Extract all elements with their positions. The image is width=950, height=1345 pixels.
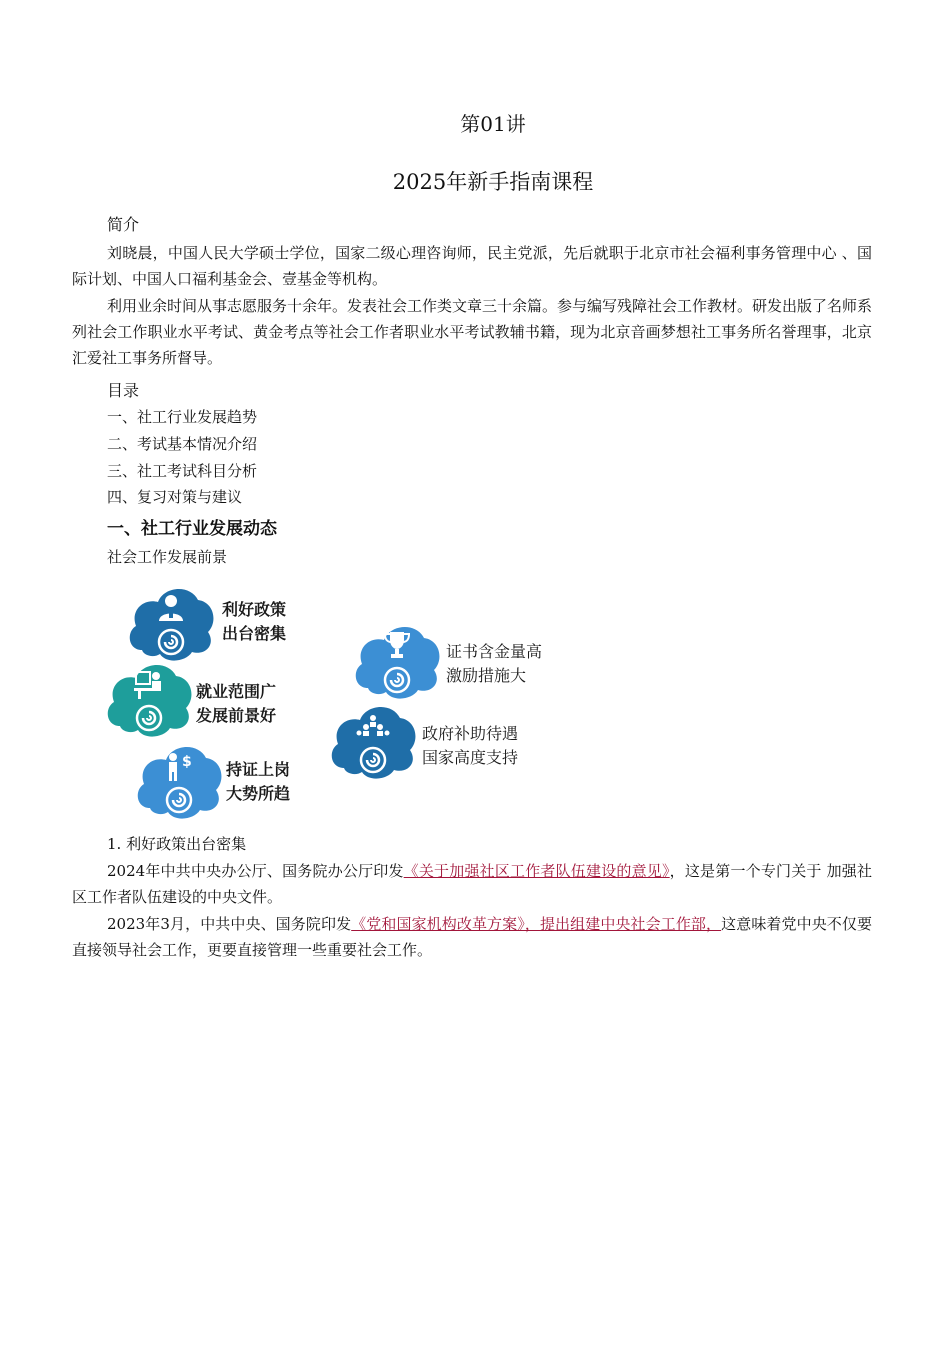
cloud-label: 持证上岗 大势所趋 bbox=[226, 760, 291, 803]
lecture-number: 第01讲 bbox=[460, 112, 526, 136]
intro-paragraph-1: 刘晓晨，中国人民大学硕士学位，国家二级心理咨询师，民主党派，先后就职于北京市社会福利事务管理中心 、国际计划、中国人口福利基金会、壹基金等机构。 bbox=[72, 244, 872, 288]
toc-item: 二、考试基本情况介绍 bbox=[107, 435, 258, 453]
cloud-label: 就业范围广 发展前景好 bbox=[196, 682, 277, 725]
person-icon bbox=[156, 594, 186, 622]
cloud-shape bbox=[126, 580, 216, 666]
cloud-label: 利好政策 出台密集 bbox=[222, 600, 287, 643]
policy-link[interactable]: 《关于加强社区工作者队伍建设的意见》 bbox=[403, 862, 670, 880]
item-paragraph-2: 2023年3月，中共中央、国务院印发《党和国家机构改革方案》，提出组建中央社会工作部，这意味着党中央不仅要直接领导社会工作，更要直接管理一些重要社会工作。 bbox=[72, 915, 872, 959]
toc-item: 三、社工考试科目分析 bbox=[107, 462, 258, 480]
section-subheading: 社会工作发展前景 bbox=[107, 548, 228, 566]
cloud-employment bbox=[104, 656, 304, 742]
desk-worker-icon bbox=[132, 670, 166, 700]
cloud-policy bbox=[126, 580, 326, 666]
toc-item: 四、复习对策与建议 bbox=[107, 488, 243, 506]
toc-item: 一、社工行业发展趋势 bbox=[107, 408, 258, 426]
section-heading: 一、社工行业发展动态 bbox=[107, 519, 277, 539]
cloud-label: 证书含金量高 激励措施大 bbox=[446, 642, 543, 685]
toc-heading: 目录 bbox=[107, 381, 140, 400]
intro-paragraph-2: 利用业余时间从事志愿服务十余年。发表社会工作类文章三十余篇。参与编写残障社会工作教材。研发出版了名师系列社会工作职业水平考试、黄金考点等社会工作者职业水平考试教辅书籍，现为北京音画梦想社工事务所名誉理事，北京汇爱社工事务所督导。 bbox=[72, 297, 873, 367]
course-title: 2025年新手指南课程 bbox=[392, 170, 594, 194]
cloud-label: 政府补助待遇 国家高度支持 bbox=[422, 724, 519, 767]
cloud-certification bbox=[134, 738, 334, 824]
cloud-shape bbox=[328, 698, 418, 784]
cloud-government-support bbox=[328, 698, 548, 784]
money-person-icon bbox=[164, 752, 196, 782]
reform-plan-link[interactable]: 《党和国家机构改革方案》，提出组建中央社会工作部， bbox=[351, 915, 722, 933]
group-icon bbox=[356, 714, 390, 740]
svg-text:$: $ bbox=[182, 754, 192, 770]
item-paragraph-1: 2024年中共中央办公厅、国务院办公厅印发《关于加强社区工作者队伍建设的意见》，这是第一个专门关于 加强社区工作者队伍建设的中央文件。 bbox=[72, 862, 872, 906]
intro-heading: 简介 bbox=[107, 215, 140, 234]
item-heading: 1. 利好政策出台密集 bbox=[107, 835, 247, 853]
trophy-icon bbox=[382, 630, 412, 660]
cloud-certificate-value bbox=[352, 618, 572, 704]
